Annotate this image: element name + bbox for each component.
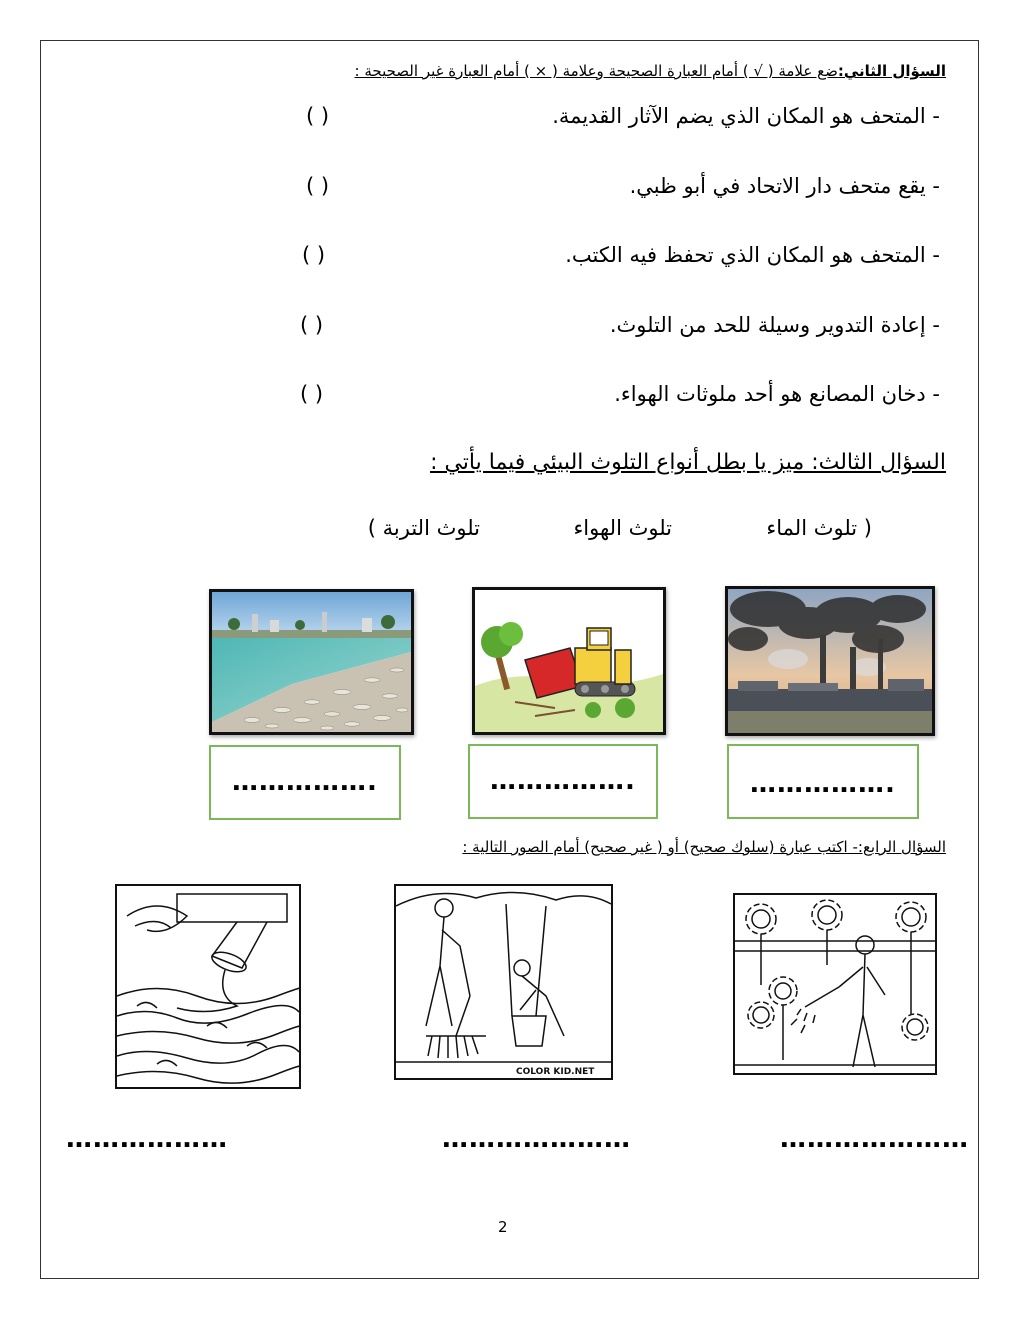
watering-flowers-drawing [733, 893, 937, 1075]
bulldozer-tree-cartoon [472, 587, 666, 735]
statement-5: - دخان المصانع هو أحد ملوثات الهواء. [614, 382, 940, 406]
answer-parens-3[interactable]: ( ) [302, 243, 326, 267]
answer-box-3[interactable]: ……………. [727, 744, 919, 819]
pipe-pollution-drawing [115, 884, 301, 1089]
coloring-caption: COLOR KID.NET [516, 1067, 595, 1077]
dead-fish-beach-photo [209, 589, 414, 735]
answer-line-2[interactable]: ………………… [442, 1124, 631, 1154]
factory-smoke-photo [725, 586, 935, 736]
answer-parens-4[interactable]: ( ) [300, 313, 324, 337]
statement-2: - يقع متحف دار الاتحاد في أبو ظبي. [629, 174, 940, 198]
answer-parens-5[interactable]: ( ) [300, 382, 324, 406]
statement-3: - المتحف هو المكان الذي تحفظ فيه الكتب. [565, 243, 940, 267]
answer-line-1[interactable]: ……………… [66, 1124, 228, 1154]
answer-box-1[interactable]: ……………. [209, 745, 401, 820]
answer-parens-2[interactable]: ( ) [306, 174, 330, 198]
answer-parens-1[interactable]: ( ) [306, 104, 330, 128]
answer-box-2[interactable]: ……………. [468, 744, 658, 819]
answer-line-3[interactable]: ………………… [780, 1124, 969, 1154]
type-air: تلوث الهواء [573, 516, 672, 540]
statement-4: - إعادة التدوير وسيلة للحد من التلوث. [609, 313, 940, 337]
page-number: 2 [498, 1218, 508, 1236]
raking-leaves-drawing [394, 884, 613, 1080]
statement-1: - المتحف هو المكان الذي يضم الآثار القديمة. [552, 104, 940, 128]
question3-heading: السؤال الثالث: ميز يا بطل أنواع التلوث البيئي فيما يأتي : [430, 450, 946, 475]
type-water: ( تلوث الماء [766, 516, 872, 540]
question4-heading: السؤال الرابع:- اكتب عبارة (سلوك صحيح) أو ( غير صحيح) أمام الصور التالية : [462, 838, 946, 856]
question2-heading: السؤال الثاني:ضع علامة ( √ ) أمام العبارة الصحيحة وعلامة ( × ) أمام العبارة غير الصحيحة : [354, 62, 946, 80]
type-soil: تلوث التربة ) [367, 516, 480, 540]
